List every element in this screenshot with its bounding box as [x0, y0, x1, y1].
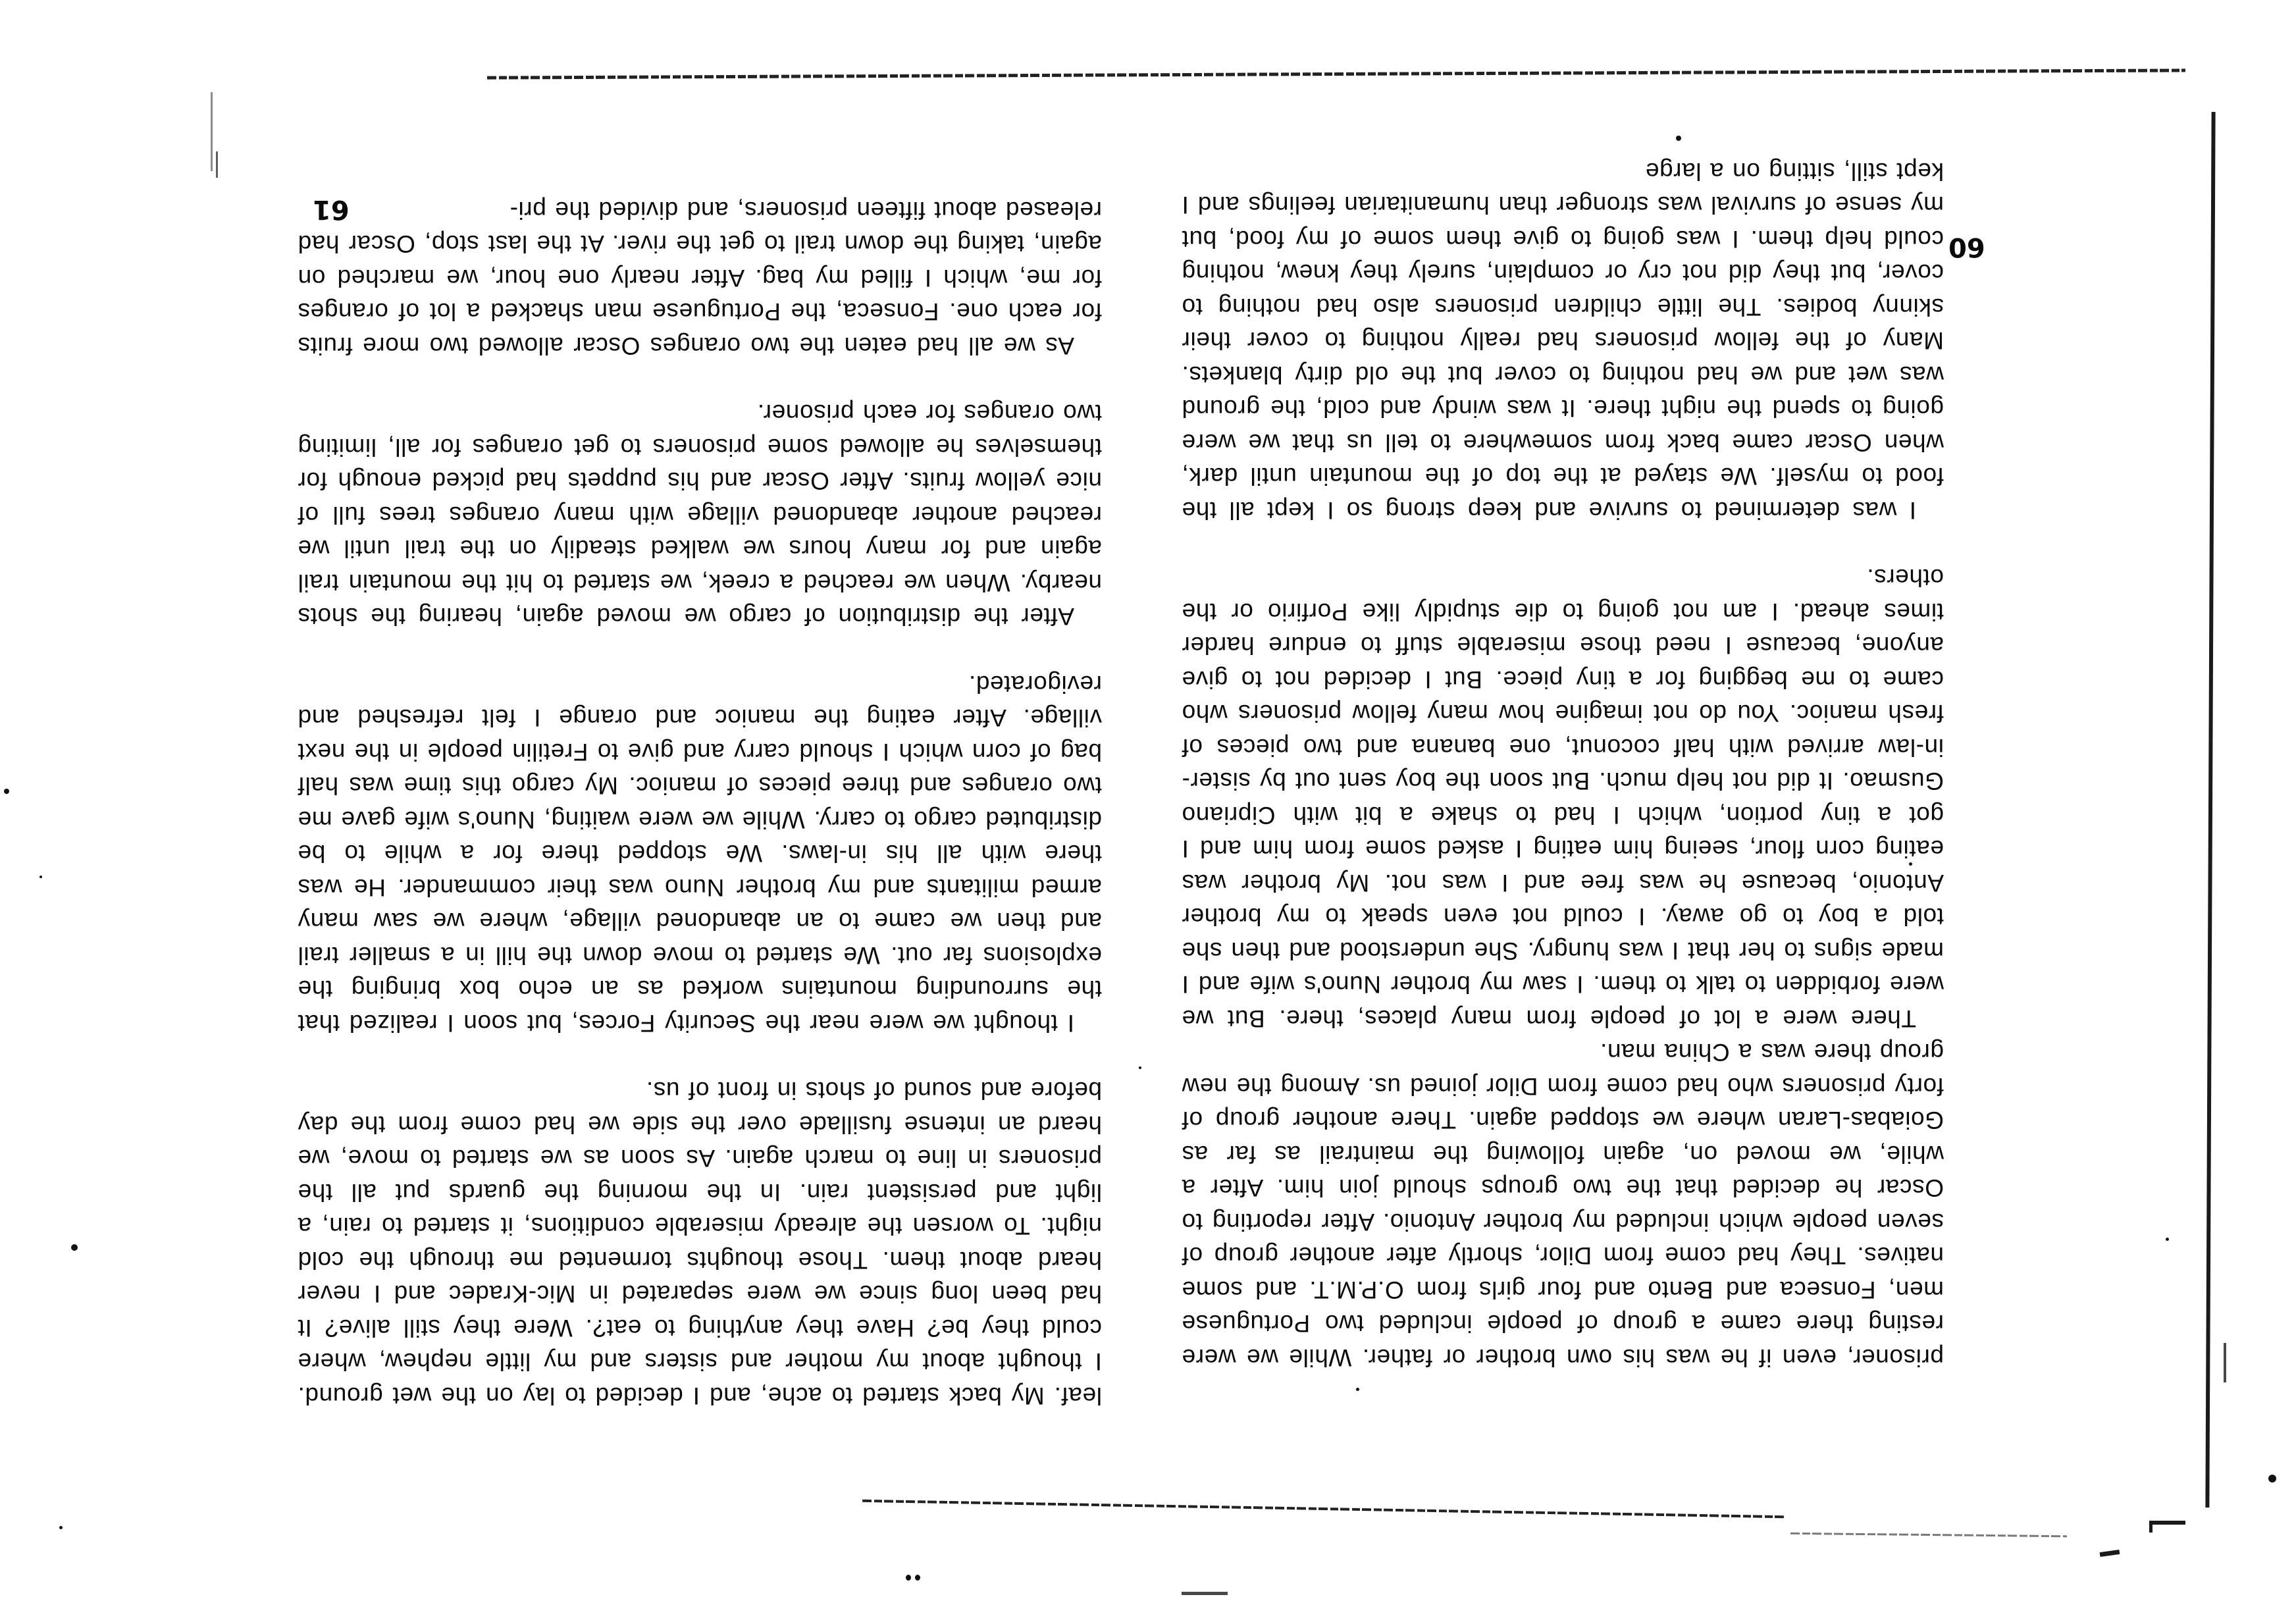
- paragraph: I thought we were near the Security Forces, but soon I realized that the surrounding mountains worked as an echo box bringing the explosions far out. We started to move down the hill in a smaller trail and then we came to an abandoned village, where we saw many armed militants and my brother Nuno was their commander. He was there with all his in-laws. We stopped there for a while to be distributed cargo to carry. While we were waiting, Nuno's wife gave me two oranges and three pieces of manioc. My cargo this time was half bag of corn which I should carry and give to Fretilin people in the next village. After eating the manioc and orange I felt refreshed and revigorated.: [298, 671, 1102, 1037]
- paragraph: There were a lot of people from many places, there. But we were forbidden to talk to them. I saw my brother Nuno's wife and I made signs to her that I was hungry. She understood and then she told a boy to go away. I could not even speak to my brother Antonio, because he was free and I was not. My brother was eating corn flour, seeing him eating I asked some from him and I got a tiny portion, which I had to shake a bit with Cipriano Gusmao. It did not help much. But soon the boy sent out by sister-in-law arrived with half coconut, one banana and two pieces of fresh manioc. You do not imagine how many fellow prisoners who came to me begging for a tiny piece. But I decided not to give anyone, because I need those miserable stuff to endure harder times ahead. I am not going to die stupidly like Porfirio or the others.: [1182, 564, 1944, 1032]
- scan-speck: [1676, 136, 1681, 141]
- page-61-text: [298, 194, 1102, 1413]
- bottom-scan-edge-line-right: [1790, 1533, 2067, 1537]
- bottom-scan-edge-line-left: [862, 1500, 1784, 1518]
- scan-speck: [59, 1526, 63, 1529]
- bottom-right-corner-mark: [2149, 1521, 2185, 1525]
- bottom-small-dash: [1182, 1592, 1228, 1595]
- scan-speck: [906, 1575, 911, 1581]
- bottom-right-corner-tick: [2149, 1521, 2152, 1533]
- scan-speck: [2166, 1238, 2169, 1241]
- page-number-right: 60: [1948, 232, 1985, 262]
- page-number-left: 61: [313, 194, 350, 224]
- paragraph: prisoner, even if he was his own brother or father. While we were resting there came a group of people included two Portuguese men, Fonseca and Bento and four girls from O.P.M.T. and some natives. They had come from Dilor, shortly after another group of seven people which included my brother Antonio. After reporting to Oscar he decided that the two groups should join him. After a while, we moved on, again following the maintrail as far as Goiabas-Laran where we stopped again. There another group of forty prisoners who had come from Dilor joined us. Among the new group there was a China man.: [1182, 1039, 1944, 1371]
- bottom-corner-dash: [2100, 1550, 2120, 1557]
- scan-speck: [39, 876, 42, 878]
- scan-speck: [1356, 1388, 1359, 1391]
- right-scan-edge-line: [2205, 112, 2215, 1508]
- page-60: [1182, 158, 1944, 1375]
- paragraph: As we all had eaten the two oranges Oscar allowed two more fruits for each one. Fonseca, the Portuguese man shacked a lot of oranges for me, which I filled my bag. After nearly one hour, we marched on again, taking the down trail to get the river. At the last stop, Oscar had released about fifteen prisoners, and divided the pri-: [298, 197, 1102, 359]
- scan-speck: [4, 789, 9, 794]
- paragraph: After the distribution of cargo we moved again, hearing the shots nearby. When we reached a creek, we started to hit the mountain trail again and for many hours we walked steadily on the trail until we reached another abandoned village with many oranges trees full of nice yellow fruits. After Oscar and his puppets had picked enough for themselves he allowed some prisoners to get oranges for all, limiting two oranges for each prisoner.: [298, 400, 1102, 631]
- paragraph: leaf. My back started to ache, and I decided to lay on the wet ground. I thought about my mother and sisters and my little nephew, where could they be? Have they anything to eat?. Were they still alive? It had been long since we were separated in Mic-Kradec and I never heard about them. Those thoughts tormented me through the cold night. To worsen the already miserable conditions, it started to rain, a light and persistent rain. In the morning the guards put all the prisoners in line to march again. As soon as we started to move, we heard an intense fusillade over the side we had come from the day before and sound of shots in front of us.: [298, 1077, 1102, 1409]
- paragraph: I was determined to survive and keep strong so I kept all the food to myself. We stayed at the top of the mountain until dark, when Oscar came back from somewhere to tell us that we were going to spend the night there. It was windy and cold, the ground was wet and we had nothing to cover but the old dirty blankets. Many of the fellow prisoners had really nothing to cover their skinny bodies. The little children prisoners also had nothing to cover, but they did not cry or complain, surely they knew, nothing could help them. I was going to give them some of my food, but my sense of survival was stronger than humanitarian feelings and I kept still, sitting on a large: [1182, 158, 1944, 524]
- top-scan-edge-line: [487, 68, 2185, 79]
- scan-speck: [915, 1575, 920, 1581]
- scan-speck: [71, 1244, 78, 1251]
- left-edge-scratch: [216, 151, 218, 178]
- page-60-text: [1182, 155, 1944, 1375]
- left-edge-scratch: [211, 92, 213, 171]
- scan-speck: [1139, 1066, 1141, 1069]
- scan-speck: [2268, 1475, 2276, 1483]
- left-edge-scratch: [2224, 1343, 2226, 1382]
